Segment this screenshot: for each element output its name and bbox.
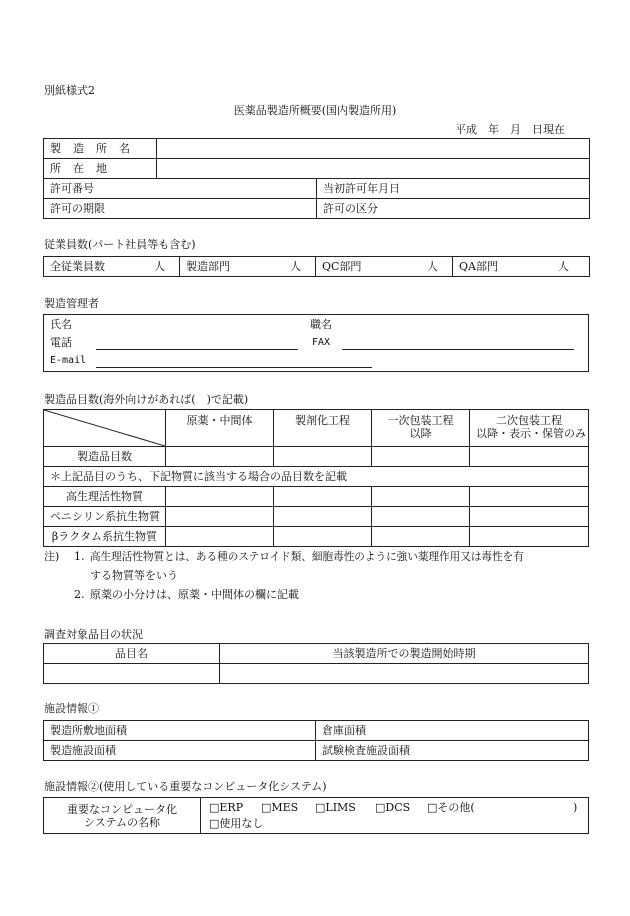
survey-col-item: 品目名 [44, 644, 220, 664]
count-cell-secondary[interactable] [470, 447, 589, 467]
substance-cell[interactable] [166, 487, 274, 507]
substance-cell[interactable] [274, 487, 372, 507]
facility2-heading: 施設情報②(使用している重要なコンピュータ化システム) [44, 780, 327, 793]
note-1-line1: 高生理活性物質とは、ある種のステロイド類、細胞毒性のように強い薬理作用又は毒性を有 [90, 551, 524, 563]
system-name-label: 重要なコンピュータ化 システムの名称 [44, 798, 201, 834]
survey-item-cell[interactable] [44, 664, 220, 684]
note-1-number: 1. [74, 550, 85, 563]
lab-area-cell[interactable]: 試験検査施設面積 [316, 741, 589, 761]
facility2-table [43, 797, 589, 834]
col-header-primary-packaging: 一次包装工程 以降 [372, 410, 470, 447]
manager-box [43, 314, 589, 372]
count-cell-primary[interactable] [372, 447, 470, 467]
form-id: 別紙様式2 [44, 84, 95, 97]
employee-cell-manufacturing[interactable]: 製造部門 人 [180, 257, 316, 277]
substance-label-beta-lactam: βラクタム系抗生物質 [44, 527, 166, 547]
employee-cell-qc[interactable]: QC部門 人 [316, 257, 453, 277]
col-header-api: 原薬・中間体 [166, 410, 274, 447]
name-field[interactable] [157, 139, 590, 159]
site-area-cell[interactable]: 製造所敷地面積 [44, 721, 316, 741]
checkbox-unused[interactable]: □使用なし [209, 817, 264, 830]
employees-heading: 従業員数(パート社員等も含む) [44, 238, 196, 251]
diagonal-header-cell [44, 410, 166, 447]
note-2-number: 2. [74, 588, 85, 601]
email-line[interactable] [96, 367, 372, 368]
survey-col-start: 当該製造所での製造開始時期 [220, 644, 589, 664]
survey-start-cell[interactable] [220, 664, 589, 684]
note-2-line1: 原薬の小分けは、原薬・中間体の欄に記載 [90, 588, 299, 601]
page-title: 医薬品製造所概要(国内製造所用) [233, 104, 397, 117]
checkbox-mes[interactable]: □MES [261, 801, 299, 814]
permit-period-cell[interactable]: 許可の期限 [44, 199, 317, 219]
notes-prefix: 注) [44, 550, 60, 563]
warehouse-area-cell[interactable]: 倉庫面積 [316, 721, 589, 741]
checkbox-lims[interactable]: □LIMS [315, 801, 356, 814]
note-1-line2: する物質等をいう [90, 569, 178, 582]
employees-table [43, 256, 590, 277]
permit-category-cell[interactable]: 許可の区分 [317, 199, 590, 219]
name-label: 製造所名 [44, 139, 157, 159]
manager-fax-label: FAX [312, 337, 331, 348]
substance-cell[interactable] [470, 487, 589, 507]
substance-cell[interactable] [372, 507, 470, 527]
date-line: 平成 年 月 日現在 [455, 123, 565, 136]
substance-cell[interactable] [470, 527, 589, 547]
phone-line[interactable] [96, 349, 298, 350]
manager-name-label: 氏名 [50, 318, 72, 331]
employee-cell-total[interactable]: 全従業員数 人 [44, 257, 180, 277]
checkbox-dcs[interactable]: □DCS [375, 801, 411, 814]
survey-heading: 調査対象品目の状況 [44, 628, 143, 641]
substance-cell[interactable] [166, 527, 274, 547]
substance-cell[interactable] [372, 527, 470, 547]
employee-cell-qa[interactable]: QA部門 人 [453, 257, 590, 277]
facility1-table [43, 720, 589, 761]
substance-label-high-potency: 高生理活性物質 [44, 487, 166, 507]
substance-cell[interactable] [274, 507, 372, 527]
substance-cell[interactable] [274, 527, 372, 547]
count-cell-formulation[interactable] [274, 447, 372, 467]
manager-title-label: 職名 [310, 318, 332, 331]
checkbox-other[interactable]: □その他( [427, 801, 475, 814]
facility-area-cell[interactable]: 製造施設面積 [44, 741, 316, 761]
manager-heading: 製造管理者 [44, 297, 99, 310]
system-options-cell [201, 798, 589, 834]
substance-label-penicillin: ペニシリン系抗生物質 [44, 507, 166, 527]
col-header-secondary-packaging: 二次包装工程 以降・表示・保管のみ [470, 410, 589, 447]
basic-info-table [43, 138, 590, 219]
products-heading: 製造品目数(海外向けがあれば( )で記載) [44, 393, 249, 406]
checkbox-erp[interactable]: □ERP [209, 801, 244, 814]
col-header-formulation: 製剤化工程 [274, 410, 372, 447]
other-close-paren: ) [573, 801, 578, 814]
survey-table [43, 643, 589, 684]
count-row-label: 製造品目数 [44, 447, 166, 467]
diagonal-line [44, 410, 165, 446]
manager-phone-label: 電話 [50, 336, 72, 349]
address-label: 所在地 [44, 159, 157, 179]
substance-cell[interactable] [372, 487, 470, 507]
count-cell-api[interactable] [166, 447, 274, 467]
substance-cell[interactable] [166, 507, 274, 527]
address-field[interactable] [157, 159, 590, 179]
fax-line[interactable] [342, 349, 574, 350]
products-table [43, 409, 589, 547]
first-permit-date-cell[interactable]: 当初許可年月日 [317, 179, 590, 199]
substance-cell[interactable] [470, 507, 589, 527]
permit-number-cell[interactable]: 許可番号 [44, 179, 317, 199]
manager-email-label: E-mail [50, 355, 87, 366]
substance-subnote: ＊上記品目のうち、下記物質に該当する場合の品目数を記載 [44, 467, 589, 487]
facility1-heading: 施設情報① [44, 702, 99, 715]
